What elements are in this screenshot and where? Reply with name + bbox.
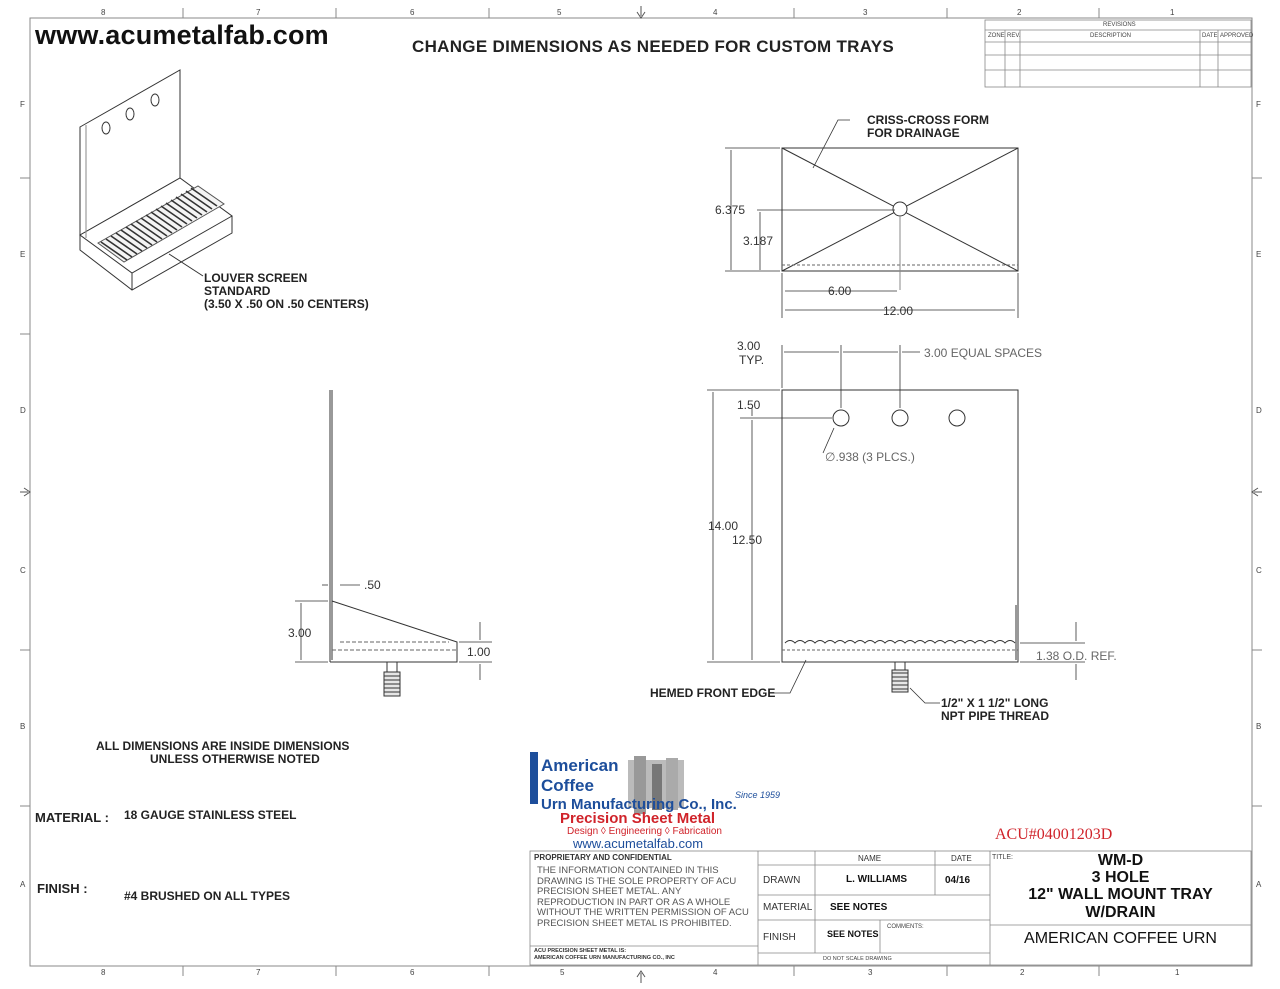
zone-bottom-2: 2 <box>1020 968 1025 977</box>
top-view <box>782 148 1018 290</box>
do-not-scale: DO NOT SCALE DRAWING <box>823 956 892 962</box>
dim-top-half-width: 6.00 <box>828 284 852 298</box>
louver-callout-2: STANDARD <box>204 284 271 298</box>
footer-line-2: AMERICAN COFFEE URN MANUFACTURING CO., INC <box>534 955 675 961</box>
material-tb-label: MATERIAL <box>763 902 813 913</box>
zone-right-c: C <box>1256 566 1262 575</box>
zone-top-2: 2 <box>1017 8 1022 17</box>
zone-top-5: 5 <box>557 8 562 17</box>
company-name: AMERICAN COFFEE URN <box>1024 930 1217 947</box>
logo-urn-manufacturing: Urn Manufacturing Co., Inc. <box>541 796 737 813</box>
title-line-4: W/DRAIN <box>1085 904 1156 921</box>
criss-cross-callout-2: FOR DRAINAGE <box>867 126 960 140</box>
proprietary-heading: PROPRIETARY AND CONFIDENTIAL <box>534 853 672 862</box>
title-line-2: 3 HOLE <box>1091 869 1150 886</box>
front-view-dims <box>707 345 1085 703</box>
dim-side-lip: 1.00 <box>467 645 491 659</box>
zone-top-4: 4 <box>713 8 718 17</box>
dim-top-width: 12.00 <box>883 304 914 318</box>
dim-top-half-height: 3.187 <box>743 234 774 248</box>
louver-leader <box>169 254 203 276</box>
rev-col-date: DATE <box>1202 33 1218 39</box>
material-tb-value: SEE NOTES <box>830 902 888 913</box>
pipe-thread-callout-1: 1/2" X 1 1/2" LONG <box>941 696 1049 710</box>
zone-top-7: 7 <box>256 8 261 17</box>
title-line-3: 12" WALL MOUNT TRAY <box>1028 886 1213 903</box>
side-view-dims <box>295 585 492 680</box>
zone-right-d: D <box>1256 406 1262 415</box>
logo-coffee: Coffee <box>541 776 594 795</box>
inside-dims-note-2: UNLESS OTHERWISE NOTED <box>150 752 320 766</box>
logo-american: American <box>541 756 619 775</box>
rev-col-approved: APPROVED <box>1220 33 1254 39</box>
dim-typ: TYP. <box>739 353 765 367</box>
zone-left-f: F <box>20 100 25 109</box>
finish-tb-value: SEE NOTES <box>827 929 879 939</box>
dim-front-height: 14.00 <box>708 519 739 533</box>
revisions-title: REVISIONS <box>1103 22 1136 28</box>
rev-col-zone: ZONE <box>988 33 1005 39</box>
finish-value: #4 BRUSHED ON ALL TYPES <box>124 889 291 903</box>
zone-top-1: 1 <box>1170 8 1175 17</box>
zone-bottom-3: 3 <box>868 968 873 977</box>
footer-line-1: ACU PRECISION SHEET METAL IS: <box>534 948 627 954</box>
zone-bottom-6: 6 <box>410 968 415 977</box>
proprietary-text: THE INFORMATION CONTAINED IN THIS DRAWING IS THE SOLE PROPERTY OF ACU PRECISION SHEET METAL. ANY REPRODUCTION IN PART OR AS A WHOLE WITHOUT THE WRITTEN PERMISSION OF ACU PRECISION SHEET METAL IS PROHIBITED. <box>537 865 749 929</box>
name-header: NAME <box>858 854 882 863</box>
dim-side-thickness: .50 <box>364 578 381 592</box>
criss-cross-callout-1: CRISS-CROSS FORM <box>867 113 990 127</box>
inside-dims-note-1: ALL DIMENSIONS ARE INSIDE DIMENSIONS <box>96 739 350 753</box>
title-label: TITLE: <box>992 854 1014 861</box>
isometric-view <box>80 70 232 290</box>
louver-callout-3: (3.50 X .50 ON .50 CENTERS) <box>204 297 369 311</box>
dim-front-partial: 12.50 <box>732 533 763 547</box>
zone-top-3: 3 <box>863 8 868 17</box>
revision-table <box>985 20 1254 87</box>
page-headline: CHANGE DIMENSIONS AS NEEDED FOR CUSTOM TRAYS <box>412 37 895 56</box>
comments-label: COMMENTS: <box>887 924 924 930</box>
front-view <box>782 390 1018 692</box>
zone-left-c: C <box>20 566 26 575</box>
logo-website[interactable]: www.acumetalfab.com <box>573 836 704 851</box>
rev-col-rev: REV. <box>1007 33 1021 39</box>
zone-right-f: F <box>1256 100 1261 109</box>
side-view <box>330 390 457 696</box>
zone-bottom-1: 1 <box>1175 968 1180 977</box>
zone-left-b: B <box>20 722 26 731</box>
zone-top-8: 8 <box>101 8 106 17</box>
louver-callout-1: LOUVER SCREEN <box>204 271 308 285</box>
zone-bottom-4: 4 <box>713 968 718 977</box>
website-header[interactable]: www.acumetalfab.com <box>35 20 329 50</box>
hemmed-edge-callout: HEMED FRONT EDGE <box>650 686 776 700</box>
finish-label: FINISH : <box>37 881 88 896</box>
zone-left-d: D <box>20 406 26 415</box>
top-view-dims <box>725 120 1018 318</box>
part-number: ACU#04001203D <box>995 826 1113 843</box>
finish-tb-label: FINISH <box>763 932 796 943</box>
dim-hole-diameter: ∅.938 (3 PLCS.) <box>825 450 915 464</box>
zone-right-b: B <box>1256 722 1262 731</box>
material-value: 18 GAUGE STAINLESS STEEL <box>124 808 297 822</box>
logo-precision: Precision Sheet Metal <box>560 810 716 827</box>
dim-side-tray-height: 3.00 <box>288 626 312 640</box>
zone-bottom-8: 8 <box>101 968 106 977</box>
zone-top-6: 6 <box>410 8 415 17</box>
dim-hole-offset: 1.50 <box>737 398 761 412</box>
dim-od-ref: 1.38 O.D. REF. <box>1036 649 1117 663</box>
dim-top-height: 6.375 <box>715 203 746 217</box>
zone-right-e: E <box>1256 250 1262 259</box>
dim-hole-spacing-typ: 3.00 <box>737 339 761 353</box>
zone-bottom-5: 5 <box>560 968 565 977</box>
logo-since: Since 1959 <box>735 790 781 800</box>
zone-bottom-7: 7 <box>256 968 261 977</box>
material-label: MATERIAL : <box>35 810 109 825</box>
dim-equal-spaces: 3.00 EQUAL SPACES <box>924 346 1043 360</box>
zone-left-a: A <box>20 880 26 889</box>
date-header: DATE <box>951 854 972 863</box>
drawn-name: L. WILLIAMS <box>846 874 908 885</box>
zone-left-e: E <box>20 250 26 259</box>
title-line-1: WM-D <box>1097 852 1144 869</box>
pipe-thread-callout-2: NPT PIPE THREAD <box>941 709 1050 723</box>
rev-col-description: DESCRIPTION <box>1090 33 1132 39</box>
zone-right-a: A <box>1256 880 1262 889</box>
drawn-label: DRAWN <box>763 875 801 886</box>
logo-services: Design ◊ Engineering ◊ Fabrication <box>567 826 722 837</box>
drawn-date: 04/16 <box>945 875 971 886</box>
